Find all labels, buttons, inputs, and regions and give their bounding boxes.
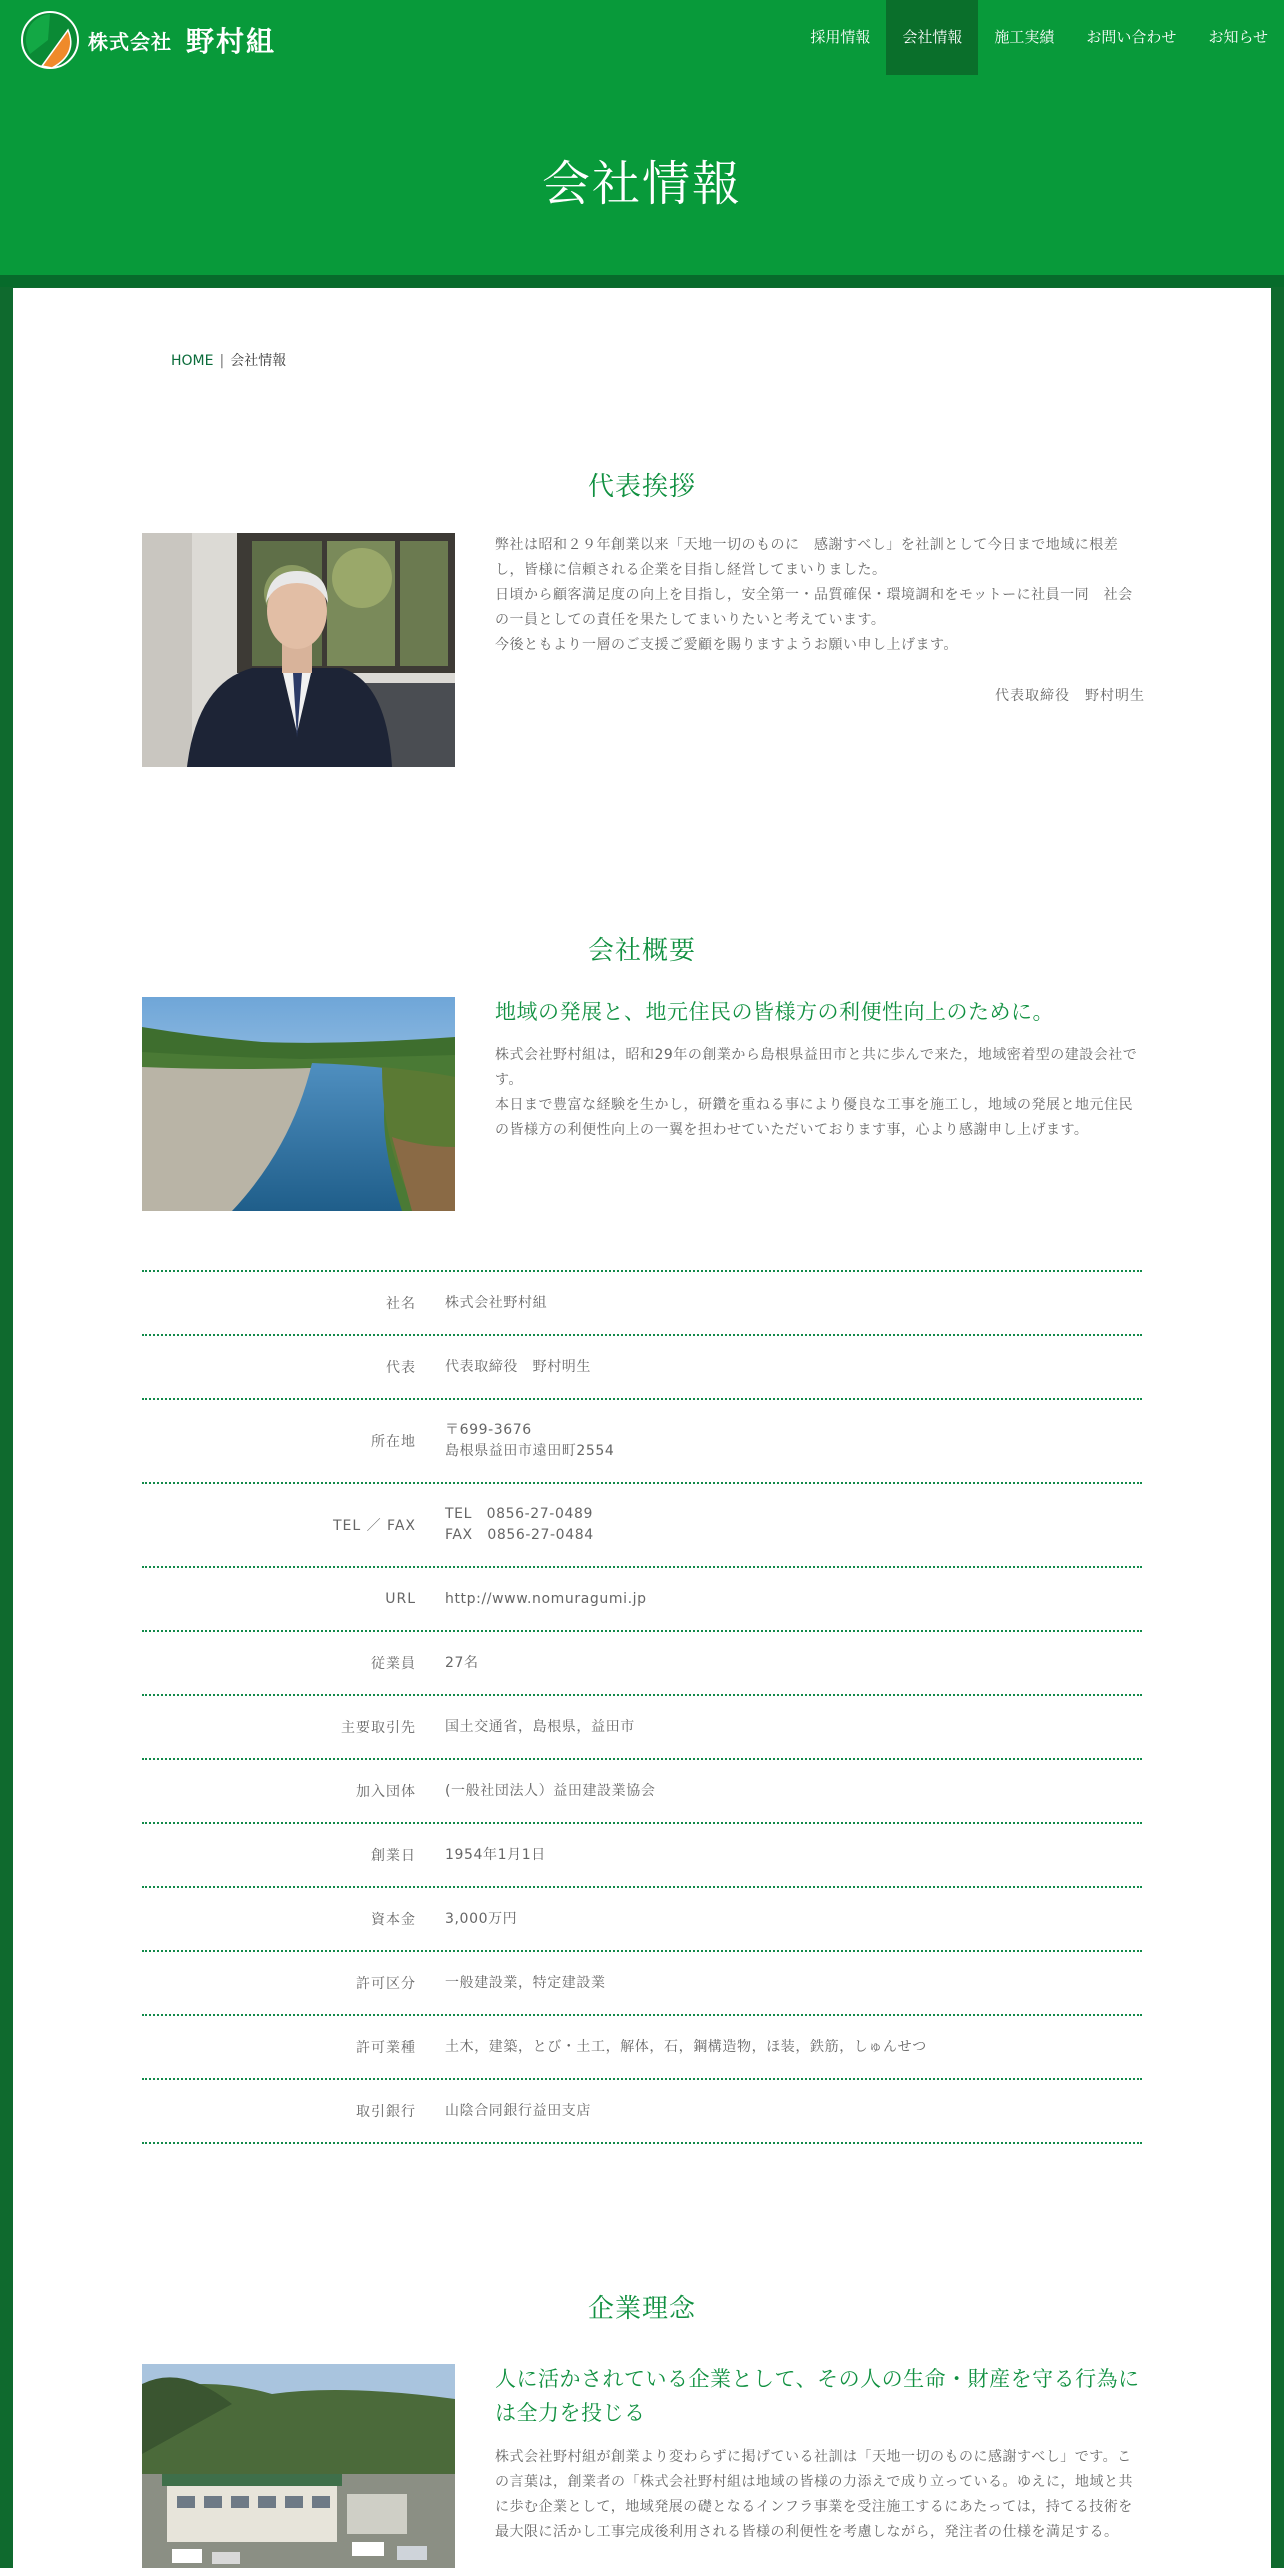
info-value-line: 3,000万円 — [445, 1910, 518, 1927]
breadcrumb-home-link[interactable]: HOME — [171, 353, 214, 369]
info-value-line: (一般社団法人）益田建設業協会 — [445, 1782, 656, 1799]
overview-paragraph: 株式会社野村組は，昭和29年の創業から島根県益田市と共に歩んで来た，地域密着型の建設会社です。 — [495, 1047, 1138, 1088]
greeting-text — [495, 533, 1145, 658]
greeting-title: 代表挨拶 — [587, 472, 696, 502]
info-value — [434, 1845, 1142, 1866]
info-row — [142, 1568, 1142, 1632]
overview-paragraph: 本日まで豊富な経験を生かし，研鑽を重ねる事により優良な工事を施工し，地域の発展と地元住民の皆様方の利便性向上の一翼を担わせていただいております事，心より感謝申し上げます。 — [495, 1097, 1133, 1138]
info-label: 主要取引先 — [341, 1720, 416, 1736]
info-value-line: 27名 — [445, 1654, 479, 1671]
nav-works[interactable]: 施工実績 — [994, 28, 1055, 46]
info-value — [434, 1717, 1142, 1738]
info-value-line: 土木，建築，とび・土工，解体，石，鋼構造物，ほ装，鉄筋，しゅんせつ — [445, 2038, 927, 2055]
header-divider — [0, 275, 1284, 287]
info-value-line: 〒699-3676 — [445, 1422, 532, 1438]
info-value-line: FAX 0856-27-0484 — [445, 1527, 594, 1543]
info-value — [434, 2037, 1142, 2058]
info-row — [142, 1952, 1142, 2016]
info-value-line: 国土交通省，島根県，益田市 — [445, 1718, 635, 1735]
main-content — [13, 288, 1271, 2568]
info-label: 従業員 — [371, 1656, 416, 1672]
info-value-line: 株式会社野村組 — [445, 1294, 548, 1311]
nav-news[interactable]: お知らせ — [1208, 28, 1268, 46]
global-nav — [794, 0, 1284, 75]
info-label: 許可業種 — [356, 2040, 416, 2056]
greeting-paragraph: 今後ともより一層のご支援ご愛顧を賜りますようお願い申し上げます。 — [495, 637, 958, 653]
info-value — [434, 1293, 1142, 1314]
info-row — [142, 1824, 1142, 1888]
info-value — [434, 2101, 1142, 2122]
nav-company[interactable]: 会社情報 — [886, 0, 978, 75]
logo-name-text: 野村組 — [186, 25, 277, 58]
info-row — [142, 1760, 1142, 1824]
info-label: 取引銀行 — [356, 2104, 416, 2120]
greeting-paragraph: 弊社は昭和２９年創業以来「天地一切のものに 感謝すべし」を社訓として今日まで地域に根差し，皆様に信頼される企業を目指し経営してまいりました。 — [495, 537, 1119, 578]
info-value — [434, 1357, 1142, 1378]
info-value — [434, 1909, 1142, 1930]
info-row — [142, 1888, 1142, 1952]
greeting-paragraph: 日頃から顧客満足度の向上を目指し，安全第一・品質確保・環境調和をモットーに社員一同 社会の一員としての責任を果たしてまいりたいと考えています。 — [495, 587, 1133, 628]
info-value-line: http://www.nomuragumi.jp — [445, 1590, 647, 1607]
breadcrumb — [171, 350, 286, 370]
info-row — [142, 1632, 1142, 1696]
info-row — [142, 1400, 1142, 1484]
info-value-line: 島根県益田市遠田町2554 — [445, 1443, 615, 1459]
office-photo — [142, 2364, 455, 2568]
president-photo — [142, 533, 455, 767]
info-label: URL — [385, 1591, 416, 1607]
info-value — [434, 1973, 1142, 1994]
info-value[interactable] — [434, 1589, 1142, 1610]
philosophy-title: 企業理念 — [587, 2294, 696, 2324]
company-info-table — [142, 1270, 1142, 2144]
info-label: 代表 — [386, 1360, 416, 1376]
info-value-line: 一般建設業，特定建設業 — [445, 1974, 606, 1991]
info-value-line: 山陰合同銀行益田支店 — [445, 2102, 591, 2119]
logo-company-text: 株式会社 — [88, 29, 172, 54]
overview-title: 会社概要 — [587, 936, 696, 966]
info-value-line: TEL 0856-27-0489 — [445, 1506, 593, 1522]
info-row — [142, 2080, 1142, 2144]
info-label: 社名 — [386, 1296, 416, 1312]
info-row — [142, 1484, 1142, 1568]
info-label: 許可区分 — [356, 1976, 416, 1992]
philosophy-heading: 人に活かされている企業として、その人の生命・財産を守る行為には全力を投じる — [495, 2367, 1140, 2425]
breadcrumb-separator: | — [219, 353, 225, 369]
info-label: 所在地 — [371, 1434, 416, 1450]
info-value — [434, 1504, 1142, 1546]
site-header — [0, 0, 1284, 275]
info-label: 創業日 — [371, 1848, 416, 1864]
info-label: 資本金 — [371, 1912, 416, 1928]
nav-recruit[interactable]: 採用情報 — [810, 28, 871, 46]
info-label: TEL ／ FAX — [332, 1518, 416, 1534]
overview-heading: 地域の発展と、地元住民の皆様方の利便性向上のために。 — [495, 1000, 1054, 1024]
info-label: 加入団体 — [356, 1784, 416, 1800]
philosophy-text: 株式会社野村組が創業より変わらずに掲げている社訓は「天地一切のものに感謝すべし」です。この言葉は，創業者の「株式会社野村組は地域の皆様の力添えで成り立っている。ゆえに，地域と共に歩む企業として，地域発展の礎となるインフラ事業を受注施工するにあたっては，持てる技術を最大限に活かし工事完成後利用される皆様の利便性を考慮しながら，発注者の仕様を満足する。 — [495, 2449, 1133, 2540]
info-value — [434, 1781, 1142, 1802]
president-signature: 代表取締役 野村明生 — [995, 688, 1145, 704]
river-photo — [142, 997, 455, 1211]
page-title: 会社情報 — [541, 156, 742, 212]
logo[interactable] — [20, 10, 276, 70]
info-row — [142, 2016, 1142, 2080]
breadcrumb-current: 会社情報 — [230, 353, 287, 369]
info-row — [142, 1336, 1142, 1400]
info-value-line: 代表取締役 野村明生 — [445, 1358, 591, 1375]
overview-text — [495, 1043, 1145, 1143]
logo-mark-icon — [20, 10, 80, 70]
info-value — [434, 1653, 1142, 1674]
info-row — [142, 1696, 1142, 1760]
info-value-line: 1954年1月1日 — [445, 1846, 546, 1863]
nav-contact[interactable]: お問い合わせ — [1086, 28, 1177, 46]
info-value — [434, 1420, 1142, 1462]
info-row — [142, 1272, 1142, 1336]
